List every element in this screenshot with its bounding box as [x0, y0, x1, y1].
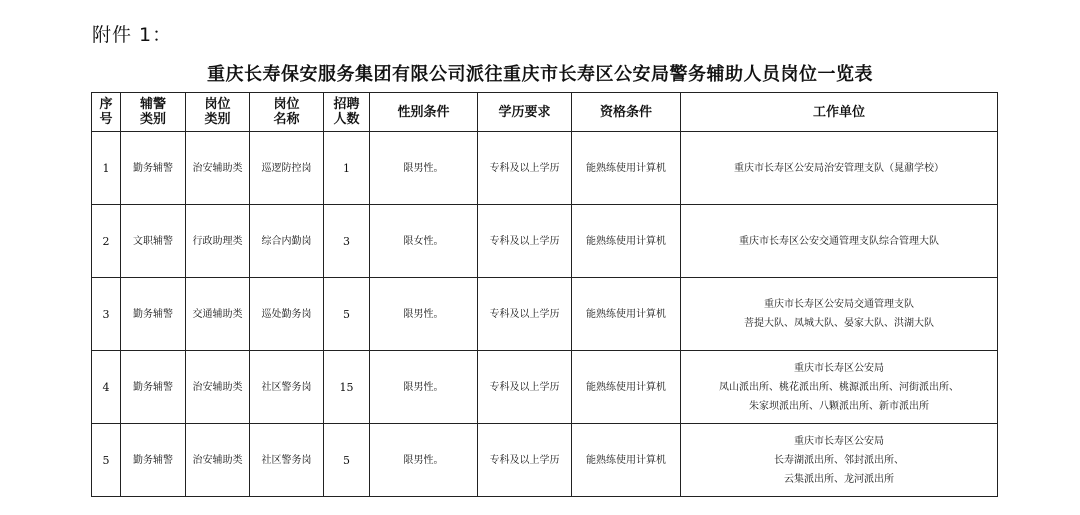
- work-unit-line: 朱家坝派出所、八颗派出所、新市派出所: [749, 400, 929, 412]
- cell-auxiliary-type: 勤务辅警: [121, 351, 186, 424]
- cell-work-unit: [681, 278, 998, 351]
- table-row: [92, 278, 998, 351]
- cell-qualification: 能熟练使用计算机: [572, 351, 681, 424]
- table-row: [92, 132, 998, 205]
- cell-work-unit: [681, 205, 998, 278]
- cell-auxiliary-type: 文职辅警: [121, 205, 186, 278]
- header-text: 辅警: [139, 97, 166, 112]
- cell-qualification: 能熟练使用计算机: [572, 278, 681, 351]
- work-unit-line: 菩提大队、凤城大队、晏家大队、洪湖大队: [744, 318, 934, 329]
- cell-education: 专科及以上学历: [478, 132, 572, 205]
- cell-seq: 2: [92, 205, 121, 278]
- work-unit-line: 重庆市长寿区公安局: [794, 362, 884, 374]
- header-text: 工作单位: [812, 104, 865, 120]
- cell-qualification: 能熟练使用计算机: [572, 424, 681, 497]
- position-table: [91, 92, 998, 497]
- header-work-unit: [681, 93, 998, 132]
- cell-qualification: 能熟练使用计算机: [572, 132, 681, 205]
- cell-post-type: 治安辅助类: [186, 132, 250, 205]
- cell-auxiliary-type: 勤务辅警: [121, 278, 186, 351]
- cell-post-type: 治安辅助类: [186, 424, 250, 497]
- work-unit-line: 重庆市长寿区公安局交通管理支队: [764, 299, 914, 310]
- cell-count: 3: [324, 205, 370, 278]
- header-count: [324, 93, 370, 132]
- header-qualification: [572, 93, 681, 132]
- header-auxiliary-type: [121, 93, 186, 132]
- table-row: [92, 205, 998, 278]
- header-post-type: [186, 93, 250, 132]
- header-gender: [370, 93, 478, 132]
- work-unit-line: 云集派出所、龙河派出所: [784, 473, 894, 485]
- cell-work-unit: [681, 132, 998, 205]
- cell-count: 5: [324, 278, 370, 351]
- header-text: 类别: [139, 112, 166, 127]
- document-title: 重庆长寿保安服务集团有限公司派往重庆市长寿区公安局警务辅助人员岗位一览表: [207, 64, 873, 85]
- cell-post-type: 行政助理类: [186, 205, 250, 278]
- cell-post-name: 巡处勤务岗: [250, 278, 324, 351]
- header-seq: [92, 93, 121, 132]
- cell-gender: 限男性。: [370, 351, 478, 424]
- cell-gender: 限男性。: [370, 132, 478, 205]
- cell-work-unit: [681, 424, 998, 497]
- work-unit-line: 重庆市长寿区公安局治安管理支队（晁鼐学校）: [734, 162, 944, 174]
- work-unit-line: 重庆市长寿区公安交通管理支队综合管理大队: [739, 235, 939, 247]
- cell-gender: 限女性。: [370, 205, 478, 278]
- cell-seq: 1: [92, 132, 121, 205]
- header-text: 号: [99, 112, 113, 127]
- cell-post-name: 社区警务岗: [250, 351, 324, 424]
- cell-post-name: 巡逻防控岗: [250, 132, 324, 205]
- header-text: 学历要求: [498, 104, 551, 120]
- header-text: 岗位: [273, 97, 300, 112]
- cell-education: 专科及以上学历: [478, 205, 572, 278]
- header-text: 招聘: [333, 97, 360, 112]
- header-text: 名称: [273, 112, 300, 127]
- attachment-label: 附件 1：: [92, 24, 173, 46]
- header-post-name: [250, 93, 324, 132]
- cell-post-type: 治安辅助类: [186, 351, 250, 424]
- cell-seq: 4: [92, 351, 121, 424]
- cell-education: 专科及以上学历: [478, 351, 572, 424]
- cell-education: 专科及以上学历: [478, 424, 572, 497]
- cell-count: 1: [324, 132, 370, 205]
- header-text: 人数: [333, 112, 360, 127]
- cell-gender: 限男性。: [370, 424, 478, 497]
- work-unit-line: 长寿湖派出所、邻封派出所、: [774, 454, 904, 466]
- header-text: 类别: [204, 112, 231, 127]
- work-unit-line: 凤山派出所、桃花派出所、桃源派出所、河街派出所、: [719, 381, 959, 393]
- cell-seq: 5: [92, 424, 121, 497]
- header-text: 序: [99, 97, 113, 112]
- cell-count: 15: [324, 351, 370, 424]
- cell-gender: 限男性。: [370, 278, 478, 351]
- cell-post-name: 社区警务岗: [250, 424, 324, 497]
- cell-count: 5: [324, 424, 370, 497]
- header-text: 岗位: [204, 97, 231, 112]
- table-row: [92, 424, 998, 497]
- work-unit-line: 重庆市长寿区公安局: [794, 435, 884, 447]
- cell-post-type: 交通辅助类: [186, 278, 250, 351]
- header-text: 资格条件: [599, 104, 652, 120]
- header-row: [92, 93, 998, 132]
- cell-education: 专科及以上学历: [478, 278, 572, 351]
- cell-auxiliary-type: 勤务辅警: [121, 132, 186, 205]
- header-education: [478, 93, 572, 132]
- cell-qualification: 能熟练使用计算机: [572, 205, 681, 278]
- cell-seq: 3: [92, 278, 121, 351]
- header-text: 性别条件: [397, 104, 450, 120]
- cell-work-unit: [681, 351, 998, 424]
- cell-post-name: 综合内勤岗: [250, 205, 324, 278]
- cell-auxiliary-type: 勤务辅警: [121, 424, 186, 497]
- table-row: [92, 351, 998, 424]
- table-body: [92, 132, 998, 497]
